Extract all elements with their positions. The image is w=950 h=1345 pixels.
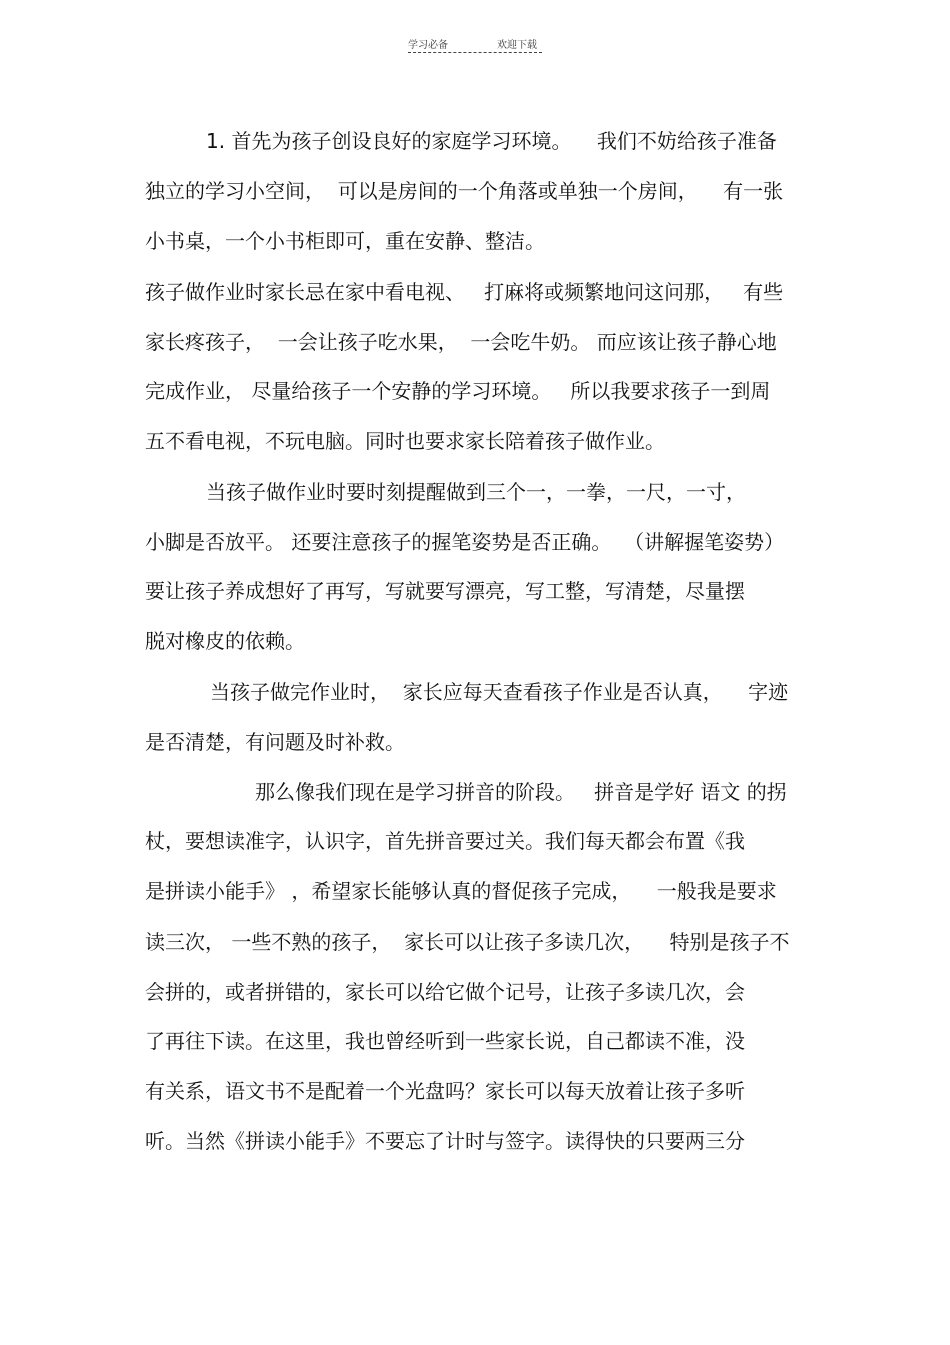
text-line: 了再往下读。在这里，我也曾经听到一些家长说，自己都读不准，没 [145, 1029, 745, 1053]
text-line: 脱对橡皮的依赖。 [145, 629, 305, 653]
text-line: 读三次， 一些不熟的孩子， 家长可以让孩子多读几次， 特别是孩子不 [145, 930, 790, 954]
header-divider [408, 52, 542, 53]
text-line: 孩子做作业时家长忌在家中看电视、 打麻将或频繁地问这问那， 有些 [145, 280, 784, 304]
text-line: 是拼读小能手》 ，希望家长能够认真的督促孩子完成， 一般我是要求 [145, 879, 777, 903]
text-line: 1. 首先为孩子创设良好的家庭学习环境。 我们不妨给孩子准备 [206, 129, 777, 153]
text-line: 小书桌，一个小书柜即可，重在安静、整洁。 [145, 229, 545, 253]
text-line: 五不看电视，不玩电脑。同时也要求家长陪着孩子做作业。 [145, 429, 665, 453]
text-line: 家长疼孩子， 一会让孩子吃水果， 一会吃牛奶。 而应该让孩子静心地 [145, 330, 777, 354]
text-line: 有关系，语文书不是配着一个光盘吗？家长可以每天放着让孩子多听 [145, 1079, 745, 1103]
text-line: 杖，要想读准字，认识字，首先拼音要过关。我们每天都会布置《我 [145, 829, 745, 853]
text-line: 当孩子做完作业时， 家长应每天查看孩子作业是否认真， 字迹 [210, 680, 789, 704]
text-line: 会拼的，或者拼错的，家长可以给它做个记号，让孩子多读几次，会 [145, 980, 745, 1004]
text-line: 那么像我们现在是学习拼音的阶段。 拼音是学好 语文 的拐 [255, 780, 787, 804]
text-line: 要让孩子养成想好了再写，写就要写漂亮，写工整，写清楚，尽量摆 [145, 579, 745, 603]
header-left-text: 学习必备 [408, 40, 448, 51]
text-line: 是否清楚，有问题及时补救。 [145, 730, 405, 754]
text-line: 当孩子做作业时要时刻提醒做到三个一，一拳，一尺，一寸， [206, 480, 746, 504]
text-line: 独立的学习小空间， 可以是房间的一个角落或单独一个房间， 有一张 [145, 179, 784, 203]
text-line: 小脚是否放平。 还要注意孩子的握笔姿势是否正确。 （讲解握笔姿势） [145, 530, 785, 554]
text-line: 听。当然《拼读小能手》不要忘了计时与签字。读得快的只要两三分 [145, 1129, 745, 1153]
text-line: 完成作业， 尽量给孩子一个安静的学习环境。 所以我要求孩子一到周 [145, 379, 771, 403]
header-right-text: 欢迎下载 [497, 40, 537, 51]
